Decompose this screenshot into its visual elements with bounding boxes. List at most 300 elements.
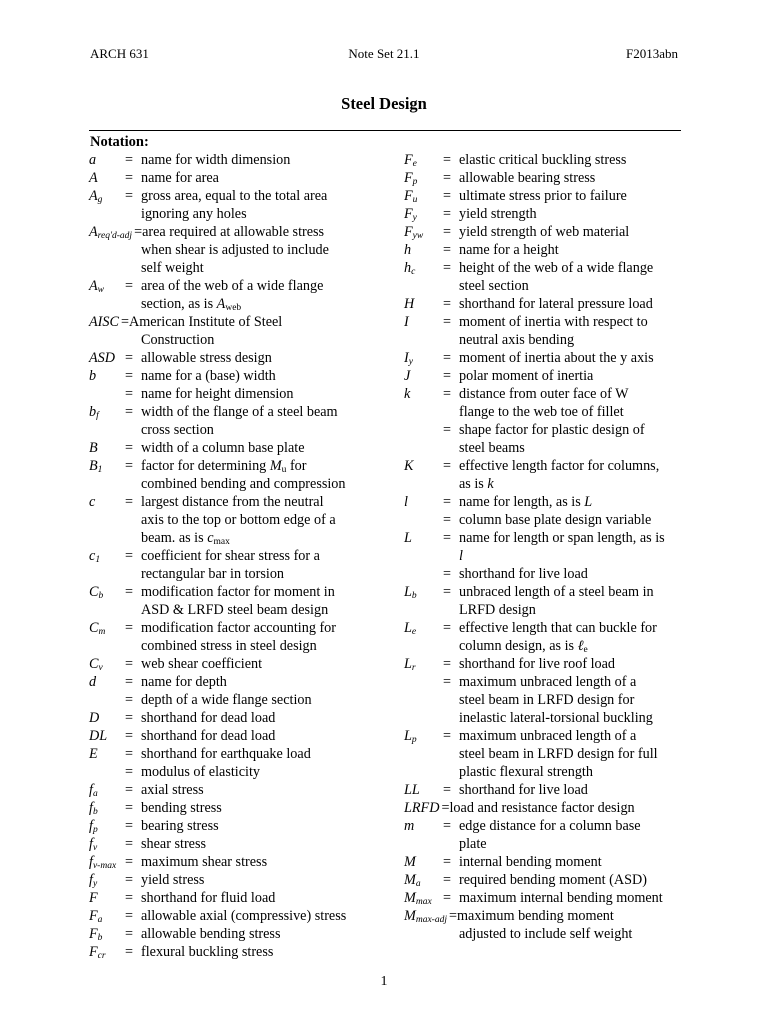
symbol-subscript: b bbox=[97, 933, 103, 943]
symbol-base: F bbox=[89, 908, 98, 924]
notation-entry bbox=[89, 457, 346, 475]
equals-sign: = bbox=[443, 314, 452, 330]
notation-continuation bbox=[404, 439, 665, 457]
symbol-base: L bbox=[404, 620, 412, 636]
symbol-subscript: p bbox=[412, 177, 418, 187]
notation-continuation bbox=[89, 565, 346, 583]
symbol-base: f bbox=[89, 800, 93, 816]
equals-sign: = bbox=[125, 440, 134, 456]
symbol-base: f bbox=[89, 872, 93, 888]
symbol-base: M bbox=[404, 908, 416, 924]
notation-entry bbox=[404, 241, 665, 259]
notation-symbol bbox=[89, 943, 125, 961]
notation-definition: plate bbox=[459, 836, 487, 852]
notation-definition: largest distance from the neutral bbox=[141, 494, 324, 510]
symbol-base: C bbox=[89, 584, 99, 600]
notation-entry bbox=[404, 727, 665, 745]
symbol-base: LL bbox=[404, 782, 420, 798]
notation-entry bbox=[89, 799, 346, 817]
equals-sign: = bbox=[443, 296, 452, 312]
symbol-base: L bbox=[404, 584, 412, 600]
notation-entry bbox=[404, 169, 665, 187]
notation-symbol bbox=[404, 205, 443, 223]
notation-entry bbox=[404, 205, 665, 223]
notation-definition: allowable stress design bbox=[141, 350, 272, 366]
notation-symbol bbox=[89, 439, 125, 457]
notation-entry bbox=[404, 871, 665, 889]
notation-definition: modification factor accounting for bbox=[141, 620, 337, 636]
notation-symbol bbox=[89, 619, 125, 637]
notation-definition: flange to the web toe of fillet bbox=[459, 404, 624, 420]
symbol-subscript: b bbox=[98, 591, 104, 601]
notation-symbol bbox=[89, 835, 125, 853]
symbol-base: f bbox=[89, 836, 93, 852]
equals-sign: = bbox=[125, 728, 134, 744]
equals-sign: = bbox=[125, 692, 134, 708]
notation-entry bbox=[89, 619, 346, 637]
symbol-subscript: v-max bbox=[92, 861, 117, 871]
notation-entry bbox=[404, 889, 665, 907]
notation-symbol bbox=[404, 493, 443, 511]
notation-definition: width of a column base plate bbox=[141, 440, 305, 456]
notation-definition: shorthand for earthquake load bbox=[141, 746, 311, 762]
header-note-set: Note Set 21.1 bbox=[348, 46, 420, 61]
notation-entry bbox=[89, 727, 346, 745]
notation-definition: name for area bbox=[141, 170, 219, 186]
equals-sign: = bbox=[125, 584, 134, 600]
notation-entry bbox=[89, 277, 346, 295]
symbol-subscript: r bbox=[411, 663, 416, 673]
notation-definition: shear stress bbox=[141, 836, 207, 852]
symbol-base: a bbox=[89, 152, 97, 168]
notation-definition: gross area, equal to the total area bbox=[141, 188, 328, 204]
notation-entry bbox=[89, 367, 346, 385]
notation-symbol bbox=[89, 727, 125, 745]
notation-symbol bbox=[89, 547, 125, 565]
symbol-base: L bbox=[404, 656, 412, 672]
equals-sign: = bbox=[125, 836, 134, 852]
notation-entry bbox=[404, 295, 665, 313]
notation-symbol bbox=[404, 781, 443, 799]
notation-definition: bearing stress bbox=[141, 818, 219, 834]
notation-entry bbox=[89, 187, 346, 205]
notation-symbol bbox=[404, 529, 443, 547]
equals-sign: = bbox=[125, 368, 134, 384]
notation-continuation bbox=[404, 601, 665, 619]
equals-sign: = bbox=[125, 620, 134, 636]
symbol-subscript: g bbox=[97, 195, 103, 205]
notation-definition: area required at allowable stress bbox=[142, 224, 325, 240]
definition-italic: c bbox=[207, 530, 214, 546]
symbol-base: I bbox=[404, 350, 409, 366]
notation-continuation bbox=[89, 511, 346, 529]
symbol-base: I bbox=[404, 314, 409, 330]
notation-continuation bbox=[404, 835, 665, 853]
notation-entry bbox=[404, 313, 665, 331]
symbol-base: f bbox=[89, 818, 93, 834]
equals-sign: = bbox=[443, 512, 452, 528]
notation-definition: steel beam in LRFD design for full bbox=[459, 746, 658, 762]
notation-definition: moment of inertia with respect to bbox=[459, 314, 648, 330]
notation-definition: shorthand for lateral pressure load bbox=[459, 296, 653, 312]
symbol-base: L bbox=[404, 530, 412, 546]
notation-symbol bbox=[404, 385, 443, 403]
symbol-subscript: p bbox=[92, 825, 98, 835]
equals-sign: = bbox=[125, 818, 134, 834]
equals-sign: = bbox=[443, 854, 452, 870]
notation-symbol bbox=[89, 709, 125, 727]
notation-entry bbox=[89, 781, 346, 799]
symbol-subscript: y bbox=[408, 357, 413, 367]
notation-entry bbox=[404, 259, 665, 277]
equals-sign: = bbox=[443, 152, 452, 168]
notation-definition: height of the web of a wide flange bbox=[459, 260, 654, 276]
equals-sign: = bbox=[443, 782, 452, 798]
symbol-subscript: w bbox=[97, 285, 105, 295]
definition-subscript: web bbox=[225, 303, 242, 313]
notation-continuation bbox=[404, 709, 665, 727]
notation-entry bbox=[89, 151, 346, 169]
symbol-base: f bbox=[89, 782, 93, 798]
notation-continuation bbox=[404, 421, 665, 439]
symbol-subscript: u bbox=[412, 195, 418, 205]
notation-definition: LRFD design bbox=[459, 602, 536, 618]
notation-entry bbox=[404, 781, 665, 799]
notation-entry bbox=[89, 925, 346, 943]
symbol-base: m bbox=[404, 818, 415, 834]
notation-definition: inelastic lateral-torsional buckling bbox=[459, 710, 653, 726]
symbol-subscript: yw bbox=[412, 231, 424, 241]
notation-symbol bbox=[89, 151, 125, 169]
notation-continuation bbox=[89, 637, 346, 655]
notation-entry bbox=[404, 457, 665, 475]
equals-sign: = bbox=[125, 494, 134, 510]
equals-sign: = bbox=[443, 584, 452, 600]
notation-definition: name for a (base) width bbox=[141, 368, 276, 384]
notation-definition: shorthand for live roof load bbox=[459, 656, 616, 672]
notation-entry bbox=[404, 817, 665, 835]
notation-definition: column base plate design variable bbox=[459, 512, 652, 528]
notation-continuation bbox=[404, 925, 665, 943]
equals-sign: = bbox=[443, 260, 452, 276]
notation-definition: name for length, as is L bbox=[459, 494, 593, 510]
notation-definition: axis to the top or bottom edge of a bbox=[141, 512, 336, 528]
notation-entry bbox=[404, 385, 665, 403]
notation-definition: name for a height bbox=[459, 242, 559, 258]
equals-sign: = bbox=[125, 944, 134, 960]
symbol-subscript: a bbox=[97, 915, 103, 925]
notation-entry bbox=[89, 709, 346, 727]
equals-sign: = bbox=[441, 800, 450, 816]
notation-list-left bbox=[89, 151, 346, 961]
equals-sign: = bbox=[125, 872, 134, 888]
symbol-base: F bbox=[404, 170, 413, 186]
notation-symbol bbox=[404, 457, 443, 475]
notation-continuation bbox=[404, 277, 665, 295]
notation-entry bbox=[404, 853, 665, 871]
notation-definition: name for depth bbox=[141, 674, 227, 690]
notation-continuation bbox=[89, 475, 346, 493]
symbol-base: D bbox=[89, 710, 100, 726]
equals-sign: = bbox=[443, 566, 452, 582]
notation-continuation bbox=[404, 475, 665, 493]
equals-sign: = bbox=[443, 656, 452, 672]
notation-symbol bbox=[89, 889, 125, 907]
notation-symbol bbox=[404, 871, 443, 889]
symbol-subscript: c bbox=[411, 267, 416, 277]
symbol-base: c bbox=[89, 494, 96, 510]
notation-symbol bbox=[404, 151, 443, 169]
notation-definition: effective length factor for columns, bbox=[459, 458, 660, 474]
notation-entry bbox=[89, 493, 346, 511]
notation-definition: name for width dimension bbox=[141, 152, 291, 168]
equals-sign: = bbox=[125, 278, 134, 294]
notation-entry bbox=[89, 745, 346, 763]
notation-definition: allowable bearing stress bbox=[459, 170, 596, 186]
equals-sign: = bbox=[443, 386, 452, 402]
notation-definition: flexural buckling stress bbox=[141, 944, 274, 960]
notation-continuation bbox=[89, 241, 346, 259]
symbol-base: E bbox=[89, 746, 98, 762]
notation-symbol bbox=[89, 403, 125, 421]
notation-definition: moment of inertia about the y axis bbox=[459, 350, 654, 366]
symbol-base: F bbox=[404, 224, 413, 240]
notation-continuation bbox=[404, 637, 665, 655]
symbol-base: f bbox=[89, 854, 93, 870]
notation-definition: bending stress bbox=[141, 800, 222, 816]
equals-sign: = bbox=[125, 188, 134, 204]
symbol-base: C bbox=[89, 620, 99, 636]
notation-definition: factor for determining $M_u$ for bbox=[141, 458, 307, 475]
notation-entry bbox=[404, 799, 665, 817]
equals-sign: = bbox=[125, 152, 134, 168]
symbol-subscript: a bbox=[92, 789, 98, 799]
notation-symbol bbox=[89, 349, 125, 367]
notation-entry bbox=[89, 403, 346, 421]
notation-symbol bbox=[404, 223, 443, 241]
notation-symbol bbox=[404, 583, 443, 601]
symbol-subscript: b bbox=[92, 807, 98, 817]
notation-definition: plastic flexural strength bbox=[459, 764, 593, 780]
equals-sign: = bbox=[443, 728, 452, 744]
symbol-subscript: cr bbox=[97, 951, 106, 961]
notation-entry bbox=[89, 853, 346, 871]
symbol-subscript: f bbox=[96, 411, 99, 421]
notation-symbol bbox=[404, 313, 443, 331]
notation-definition: internal bending moment bbox=[459, 854, 602, 870]
equals-sign: = bbox=[125, 764, 134, 780]
symbol-base: J bbox=[404, 368, 411, 384]
notation-symbol bbox=[89, 223, 134, 241]
notation-definition: neutral axis bending bbox=[459, 332, 575, 348]
notation-definition: maximum internal bending moment bbox=[459, 890, 663, 906]
equals-sign: = bbox=[443, 674, 452, 690]
notation-definition: shorthand for dead load bbox=[141, 728, 276, 744]
notation-definition bbox=[459, 547, 463, 565]
notation-entry bbox=[404, 655, 665, 673]
notation-definition: unbraced length of a steel beam in bbox=[459, 584, 654, 600]
notation-symbol bbox=[404, 367, 443, 385]
definition-subscript: e bbox=[583, 645, 588, 655]
symbol-subscript: max bbox=[415, 897, 432, 907]
equals-sign: = bbox=[443, 188, 452, 204]
equals-sign: = bbox=[443, 890, 452, 906]
notation-definition: maximum unbraced length of a bbox=[459, 728, 637, 744]
definition-italic: L bbox=[584, 494, 593, 510]
notation-symbol bbox=[404, 817, 443, 835]
notation-entry bbox=[89, 817, 346, 835]
symbol-subscript: b bbox=[411, 591, 417, 601]
symbol-base: M bbox=[404, 854, 416, 870]
equals-sign: = bbox=[125, 674, 134, 690]
equals-sign: = bbox=[443, 530, 452, 546]
notation-list-right bbox=[404, 151, 665, 943]
notation-entry bbox=[89, 835, 346, 853]
notation-entry bbox=[404, 223, 665, 241]
notation-symbol bbox=[404, 295, 443, 313]
equals-sign: = bbox=[443, 350, 452, 366]
notation-entry bbox=[89, 439, 346, 457]
notation-entry bbox=[404, 583, 665, 601]
equals-sign: = bbox=[443, 458, 452, 474]
notation-definition: combined stress in steel design bbox=[141, 638, 317, 654]
notation-definition: name for length or span length, as is bbox=[459, 530, 665, 546]
notation-continuation bbox=[89, 529, 346, 547]
equals-sign: = bbox=[443, 224, 452, 240]
symbol-base: C bbox=[89, 656, 99, 672]
symbol-base: M bbox=[404, 872, 416, 888]
notation-symbol bbox=[89, 799, 125, 817]
header-course: ARCH 631 bbox=[90, 46, 149, 61]
equals-sign: = bbox=[125, 656, 134, 672]
symbol-base: F bbox=[89, 926, 98, 942]
equals-sign: = bbox=[443, 494, 452, 510]
symbol-base: L bbox=[404, 728, 412, 744]
notation-continuation bbox=[89, 601, 346, 619]
symbol-base: B bbox=[89, 440, 98, 456]
notation-definition: maximum bending moment bbox=[456, 908, 614, 924]
definition-italic: M bbox=[269, 458, 282, 474]
notation-symbol bbox=[404, 241, 443, 259]
notation-definition: yield stress bbox=[141, 872, 205, 888]
symbol-subscript: v bbox=[98, 663, 103, 673]
notation-definition: allowable bending stress bbox=[141, 926, 281, 942]
notation-continuation bbox=[89, 331, 346, 349]
notation-entry bbox=[89, 871, 346, 889]
notation-symbol bbox=[89, 187, 125, 205]
symbol-base: h bbox=[404, 242, 412, 258]
definition-italic: l bbox=[459, 548, 463, 564]
equals-sign: = bbox=[125, 800, 134, 816]
notation-continuation bbox=[404, 331, 665, 349]
notation-definition: steel beams bbox=[459, 440, 525, 456]
equals-sign: = bbox=[443, 368, 452, 384]
notation-heading: Notation: bbox=[90, 134, 149, 150]
symbol-subscript: max-adj bbox=[415, 915, 447, 925]
notation-definition: column design, as is ℓ$_e$ bbox=[459, 638, 588, 655]
symbol-subscript: v bbox=[92, 843, 98, 853]
equals-sign: = bbox=[125, 710, 134, 726]
notation-definition: steel beam in LRFD design for bbox=[459, 692, 635, 708]
page-title: Steel Design bbox=[341, 94, 427, 113]
notation-definition: steel section bbox=[459, 278, 529, 294]
symbol-subscript: 1 bbox=[97, 465, 103, 475]
notation-symbol bbox=[89, 781, 125, 799]
notation-symbol bbox=[404, 619, 443, 637]
notation-definition: effective length that can buckle for bbox=[459, 620, 657, 636]
equals-sign: = bbox=[125, 170, 134, 186]
symbol-base: DL bbox=[89, 728, 108, 744]
notation-definition: width of the flange of a steel beam bbox=[141, 404, 338, 420]
notation-continuation bbox=[404, 403, 665, 421]
notation-definition: depth of a wide flange section bbox=[141, 692, 312, 708]
notation-definition: elastic critical buckling stress bbox=[459, 152, 627, 168]
symbol-subscript: req'd-adj bbox=[97, 231, 133, 241]
notation-continuation bbox=[89, 421, 346, 439]
symbol-base: k bbox=[404, 386, 411, 402]
equals-sign: = bbox=[443, 872, 452, 888]
notation-continuation bbox=[89, 205, 346, 223]
equals-sign: = bbox=[125, 746, 134, 762]
equals-sign: = bbox=[443, 422, 452, 438]
notation-symbol bbox=[404, 907, 449, 925]
symbol-base: B bbox=[89, 458, 98, 474]
notation-definition: maximum shear stress bbox=[141, 854, 268, 870]
notation-entry bbox=[89, 169, 346, 187]
page-number: 1 bbox=[380, 974, 388, 989]
notation-definition: web shear coefficient bbox=[141, 656, 263, 672]
notation-definition: name for height dimension bbox=[141, 386, 294, 402]
notation-entry bbox=[89, 223, 346, 241]
equals-sign: = bbox=[443, 620, 452, 636]
symbol-subscript: m bbox=[98, 627, 106, 637]
notation-symbol bbox=[89, 493, 125, 511]
notation-continuation bbox=[89, 763, 346, 781]
equals-sign: = bbox=[125, 386, 134, 402]
symbol-base: b bbox=[89, 368, 97, 384]
notation-symbol bbox=[89, 583, 125, 601]
notation-definition: shorthand for live load bbox=[459, 566, 588, 582]
symbol-subscript: e bbox=[411, 627, 417, 637]
notation-entry bbox=[404, 619, 665, 637]
notation-continuation bbox=[404, 763, 665, 781]
symbol-base: c bbox=[89, 548, 96, 564]
symbol-base: K bbox=[404, 458, 414, 474]
notation-definition: shorthand for dead load bbox=[141, 710, 276, 726]
notation-continuation bbox=[89, 259, 346, 277]
notation-symbol bbox=[404, 349, 443, 367]
notation-entry bbox=[404, 151, 665, 169]
title-rule bbox=[89, 130, 681, 131]
definition-subscript: u bbox=[281, 465, 287, 475]
notation-definition: shorthand for live load bbox=[459, 782, 588, 798]
notation-symbol bbox=[404, 727, 443, 745]
notation-symbol bbox=[89, 871, 125, 889]
notation-definition: yield strength of web material bbox=[459, 224, 630, 240]
symbol-base: F bbox=[404, 152, 413, 168]
notation-entry bbox=[404, 493, 665, 511]
notation-symbol bbox=[89, 745, 125, 763]
notation-entry bbox=[89, 313, 346, 331]
symbol-base: H bbox=[404, 296, 415, 312]
notation-definition: shorthand for fluid load bbox=[141, 890, 276, 906]
notation-entry bbox=[404, 349, 665, 367]
notation-symbol bbox=[404, 169, 443, 187]
notation-entry bbox=[404, 187, 665, 205]
equals-sign: = bbox=[443, 206, 452, 222]
notation-definition: ignoring any holes bbox=[141, 206, 247, 222]
notation-definition: shape factor for plastic design of bbox=[459, 422, 645, 438]
